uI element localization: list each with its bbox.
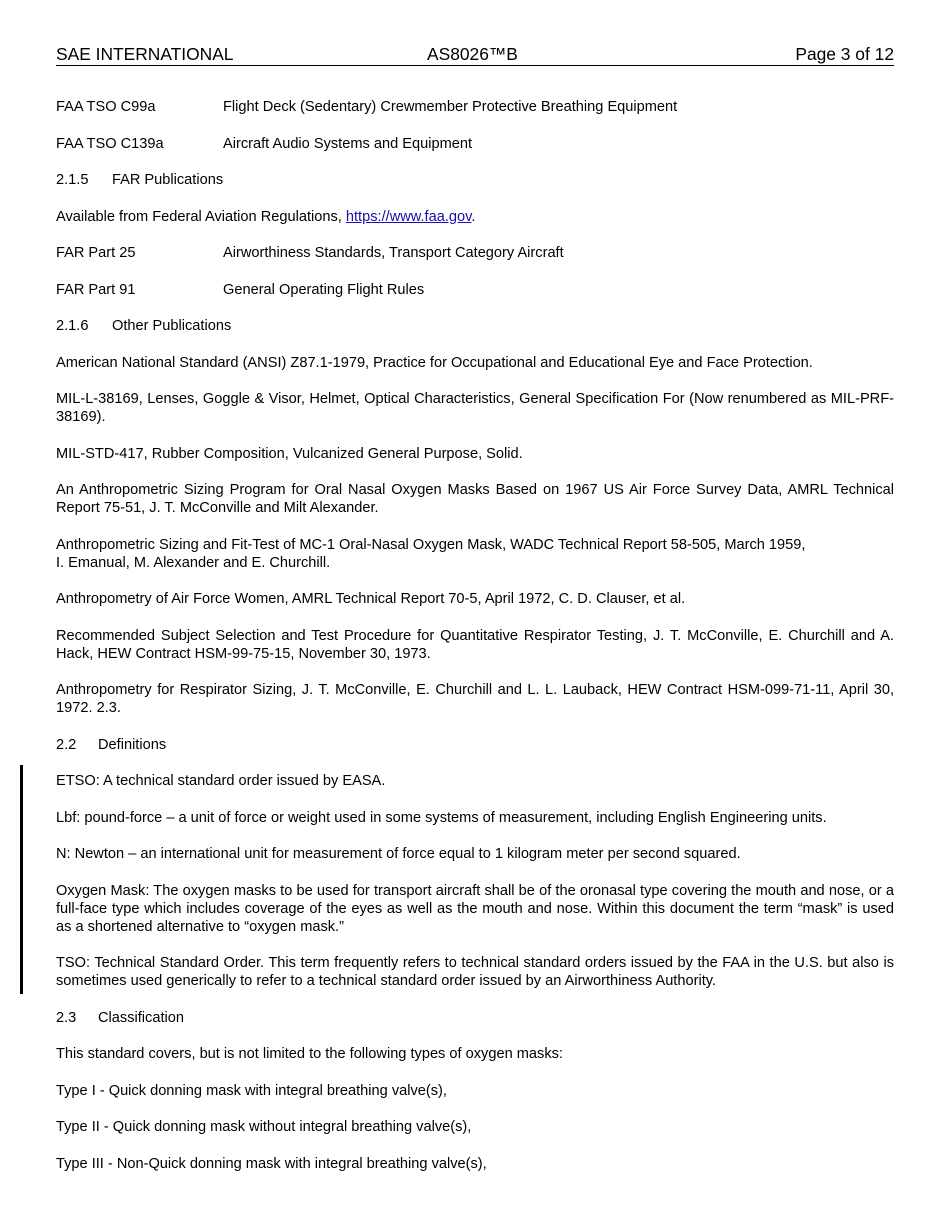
reference-title: Flight Deck (Sedentary) Crewmember Protective Breathing Equipment [223,99,678,115]
faa-link[interactable]: https://www.faa.gov [345,208,472,225]
page-header [56,43,894,66]
reference-title: Aircraft Audio Systems and Equipment [223,135,473,152]
reference-row [56,281,894,299]
mask-type-item: Type II - Quick donning mask without integral breathing valve(s), [56,1119,472,1135]
reference-row [56,244,894,262]
publication-item: American National Standard (ANSI) Z87.1-1979, Practice for Occupational and Educational Eye and Face Protection. [56,354,813,371]
reference-title: Airworthiness Standards, Transport Category Aircraft [223,245,564,261]
reference-id: FAA TSO C99a [56,99,156,115]
reference-id: FAR Part 25 [56,245,136,261]
publication-item: Anthropometry for Respirator Sizing, J. T. McConville, E. Churchill and L. L. Lauback, HEW Contract HSM-099-71-11, April 30, 1972. 2.3. [56,682,894,716]
publication-item: Recommended Subject Selection and Test Procedure for Quantitative Respirator Testing, J. T. McConville, E. Churchill and A. Hack, HEW Contract HSM-99-75-15, November 30, 1973. [56,627,894,662]
section-title: Definitions [98,736,167,753]
reference-title: General Operating Flight Rules [223,281,425,298]
availability-suffix: . [471,208,476,225]
mask-type-item: Type I - Quick donning mask with integral breathing valve(s), [56,1082,447,1099]
mask-type-item: Type III - Non-Quick donning mask with integral breathing valve(s), [56,1155,487,1172]
classification-intro: This standard covers, but is not limited to the following types of oxygen masks: [56,1046,563,1062]
reference-row [56,135,894,153]
definition-item: Lbf: pound-force – a unit of force or weight used in some systems of measurement, including English Engineering units. [56,809,827,826]
section-title: Classification [98,1009,184,1026]
section-title: Other Publications [112,318,232,334]
reference-row [56,98,894,116]
availability-text: Available from Federal Aviation Regulations, [56,208,346,225]
section-heading-2-1-6 [56,317,894,335]
document-body [56,98,894,1191]
revision-change-bar [20,765,23,994]
definition-item: Oxygen Mask: The oxygen masks to be used for transport aircraft shall be of the oronasal type covering the mouth and nose, or a full-face type which includes coverage of the eyes as well as the mouth and nose. Within this document the term “mask” is used as a shortened alternative to “oxygen mask.” [56,882,894,935]
section-heading-2-1-5 [56,171,894,189]
section-heading-2-3 [56,1009,894,1027]
section-title: FAR Publications [112,172,224,188]
definition-item: ETSO: A technical standard order issued by EASA. [56,773,386,789]
header-page-number: Page 3 of 12 [795,44,894,64]
publication-item: MIL-L-38169, Lenses, Goggle & Visor, Helmet, Optical Characteristics, General Specification For (Now renumbered as MIL-PRF-38169). [56,391,894,425]
section-number: 2.1.5 [56,172,89,188]
publication-line: I. Emanual, M. Alexander and E. Churchill. [56,554,331,571]
publication-item: MIL-STD-417, Rubber Composition, Vulcanized General Purpose, Solid. [56,445,523,462]
reference-id: FAR Part 91 [56,281,136,298]
availability-paragraph [56,208,894,226]
section-number: 2.3 [56,1009,77,1026]
section-number: 2.1.6 [56,318,89,334]
section-number: 2.2 [56,736,77,753]
definition-item: N: Newton – an international unit for measurement of force equal to 1 kilogram meter per second squared. [56,846,741,862]
publication-item [56,536,894,572]
definition-item: TSO: Technical Standard Order. This term frequently refers to technical standard orders issued by the FAA in the U.S. but also is sometimes used generically to refer to a technical standard order issued by an Airworthiness Authority. [56,955,894,989]
publication-item: An Anthropometric Sizing Program for Oral Nasal Oxygen Masks Based on 1967 US Air Force Survey Data, AMRL Technical Report 75-51, J. T. McConville and Milt Alexander. [56,482,894,516]
header-org: SAE INTERNATIONAL [56,44,234,64]
reference-id: FAA TSO C139a [56,135,164,152]
section-heading-2-2 [56,736,894,754]
publication-item: Anthropometry of Air Force Women, AMRL Technical Report 70-5, April 1972, C. D. Clauser, et al. [56,591,686,607]
publication-line: Anthropometric Sizing and Fit-Test of MC-1 Oral-Nasal Oxygen Mask, WADC Technical Report 58-505, March 1959, [56,536,806,553]
header-doc-id: AS8026™B [427,44,518,64]
